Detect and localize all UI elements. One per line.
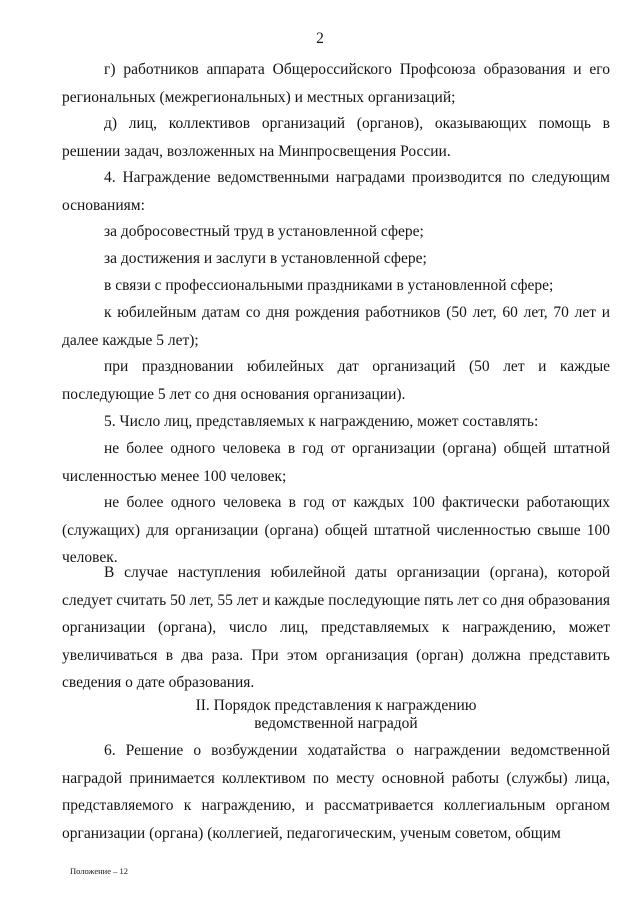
- paragraph-d: д) лиц, коллективов организаций (органов), оказывающих помощь в решении задач, возложенных на Минпросвещения России.: [62, 115, 610, 160]
- footer-label: Положение – 12: [70, 866, 128, 876]
- paragraph-jubilee: В случае наступления юбилейной даты организации (органа), которой следует считать 50 лет, 55 лет и каждые последующие пять лет со дня образования организации (органа), число лиц, представляемых к награждению, может увеличиваться в два раза. При этом организация (орган) должна представить сведения о дате образования.: [62, 564, 610, 691]
- paragraph-5: 5. Число лиц, представляемых к награждению, может составлять:: [104, 413, 539, 430]
- list-item-under-100: не более одного человека в год от организации (органа) общей штатной численностью менее 100 человек;: [62, 440, 610, 485]
- list-item-organization-anniversaries: при праздновании юбилейных дат организаций (50 лет и каждые последующие 5 лет со дня основания организации).: [62, 358, 610, 403]
- list-item-conscientious-work: за добросовестный труд в установленной сфере;: [104, 223, 424, 240]
- section-heading: [62, 697, 610, 733]
- list-item-over-100: не более одного человека в год от каждых 100 фактически работающих (служащих) для организации (органа) общей штатной численностью свыше 100 человек.: [62, 494, 610, 566]
- list-item-birthday-anniversaries: к юбилейным датам со дня рождения работников (50 лет, 60 лет, 70 лет и далее каждые 5 лет);: [62, 304, 610, 349]
- section-heading-line-1: II. Порядок представления к награждению: [195, 697, 477, 714]
- page-number: 2: [316, 30, 324, 47]
- paragraph-4: 4. Награждение ведомственными наградами производится по следующим основаниям:: [62, 169, 610, 214]
- section-heading-line-2: ведомственной наградой: [254, 715, 418, 732]
- paragraph-6: 6. Решение о возбуждении ходатайства о награждении ведомственной наградой принимается коллективом по месту основной работы (службы) лица, представляемого к награждению, и рассматривается коллегиальным органом организации (органа) (коллегией, педагогическим, ученым советом, общим: [62, 742, 610, 842]
- list-item-professional-holidays: в связи с профессиональными праздниками в установленной сфере;: [104, 277, 554, 294]
- paragraph-g: г) работников аппарата Общероссийского Профсоюза образования и его региональных (межрегиональных) и местных организаций;: [62, 61, 610, 106]
- list-item-achievements: за достижения и заслуги в установленной сфере;: [104, 250, 427, 267]
